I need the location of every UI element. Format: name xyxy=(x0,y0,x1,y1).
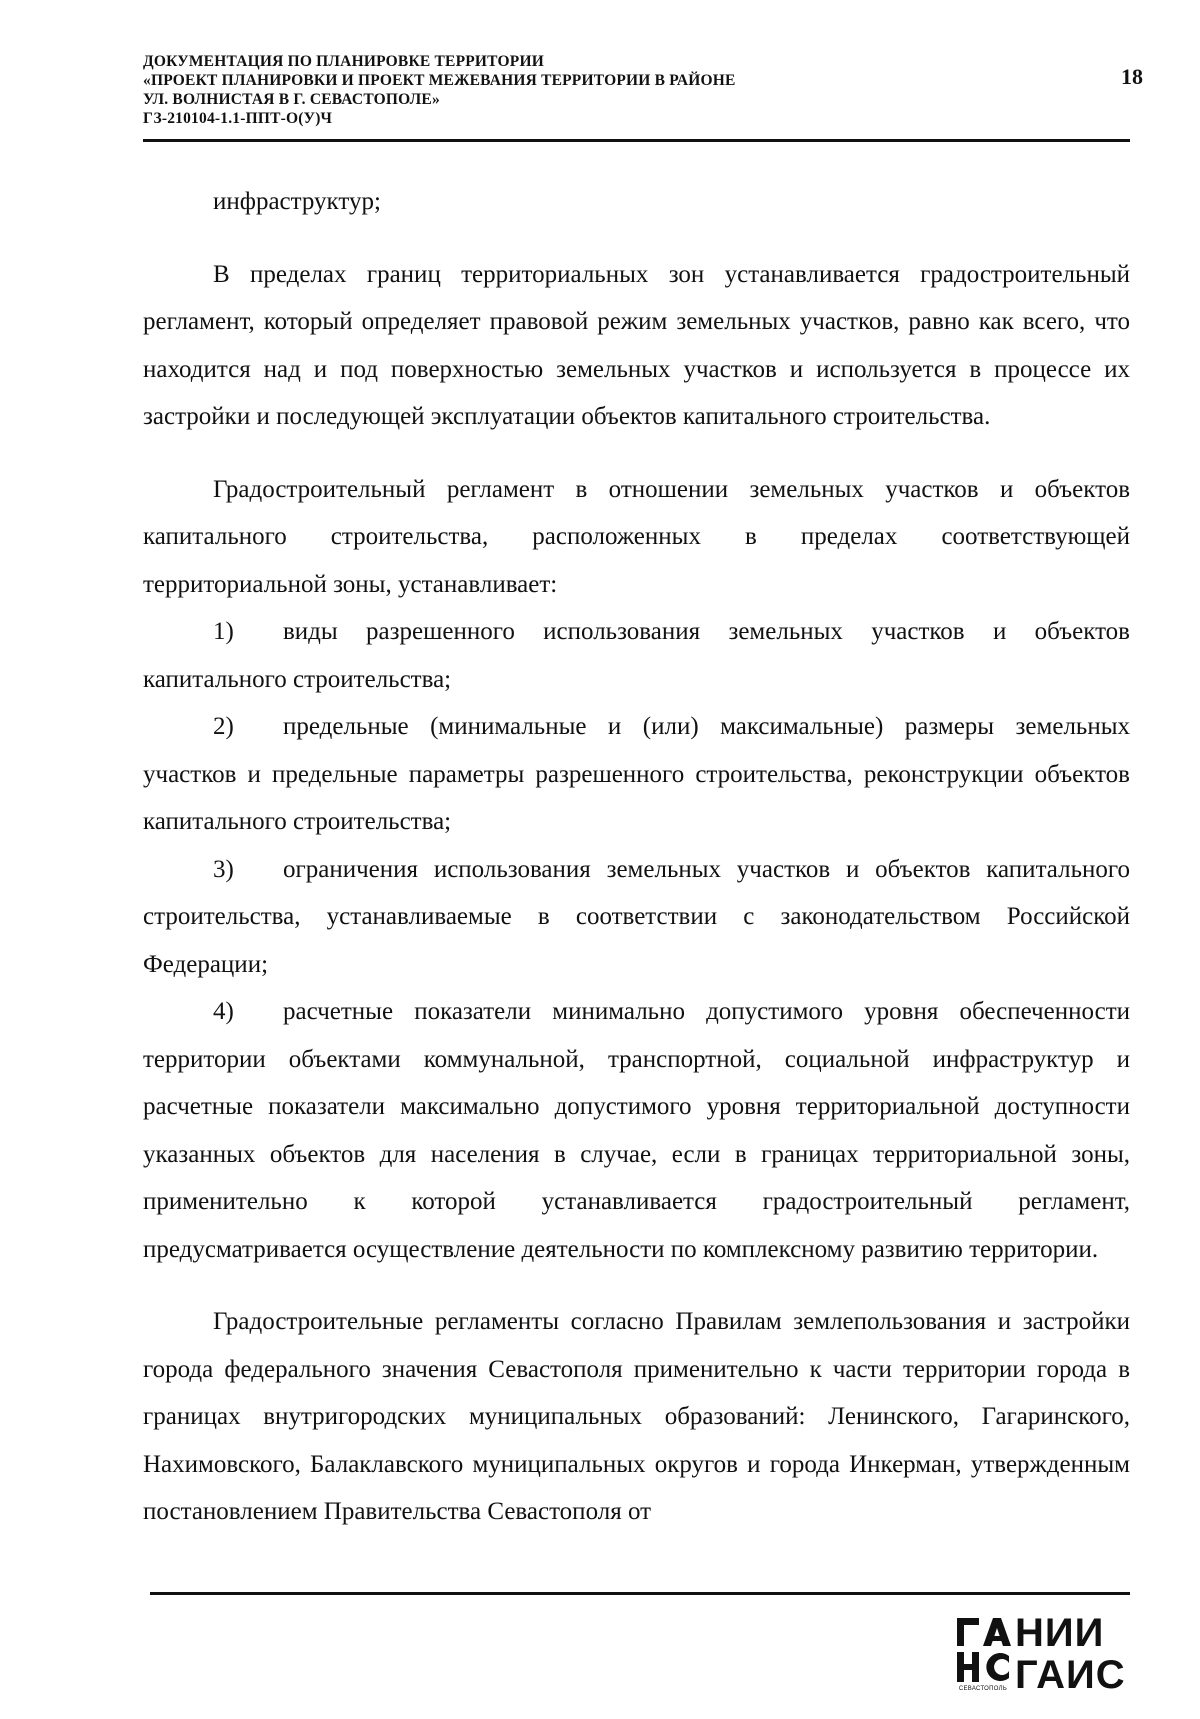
list-item-2 xyxy=(143,703,1130,846)
document-body xyxy=(143,178,1130,1536)
header-line-4: ГЗ-210104-1.1-ППТ-О(У)Ч xyxy=(143,110,333,127)
list-number: 4) xyxy=(213,998,234,1025)
list-item-1 xyxy=(143,608,1130,703)
list-text: предельные (минимальные и (или) максимальные) размеры земельных участков и предельные параметры разрешенного строительства, реконструкции объектов капитального строительства; xyxy=(143,713,1130,835)
page-number: 18 xyxy=(1121,64,1143,89)
list-item-4 xyxy=(143,988,1130,1273)
list-number: 2) xyxy=(213,713,234,740)
logo-wordmark xyxy=(1015,1612,1126,1696)
logo-line-2: ГАИС xyxy=(1015,1653,1126,1697)
paragraph-3: Градостроительные регламенты согласно Правилам землепользования и застройки города федерального значения Севастополя применительно к части территории города в границах внутригородских муниципальных образований: Ленинского, Гагаринского, Нахимовского, Балаклавского муниципальных округов и города Инкерман, утвержденным постановлением Правительства Севастополя от xyxy=(143,1308,1130,1525)
list-number: 3) xyxy=(213,855,234,883)
list-text: виды разрешенного использования земельных участков и объектов капитального строительства; xyxy=(143,618,1130,693)
list-number: 1) xyxy=(213,618,234,645)
nii-gais-logo xyxy=(955,1612,1135,1702)
footer-divider xyxy=(150,1592,1130,1595)
paragraph-2: Градостроительный регламент в отношении земельных участков и объектов капитального строительства, расположенных в пределах соответствующей территориальной зоны, устанавливает: xyxy=(143,475,1130,598)
header-divider xyxy=(143,139,1130,142)
header-line-3: УЛ. ВОЛНИСТАЯ В Г. СЕВАСТОПОЛЕ» xyxy=(143,91,440,108)
paragraph-1: В пределах границ территориальных зон устанавливается градостроительный регламент, который определяет правовой режим земельных участков, равно как всего, что находится над и под поверхностью земельных участков и используется в процессе их застройки и последующей эксплуатации объектов капитального строительства. xyxy=(143,260,1130,430)
list-text: ограничения использования земельных участков и объектов капитального строительства, устанавливаемые в соответствии с законодательством Российской Федерации; xyxy=(143,855,1130,978)
logo-line-1: НИИ xyxy=(1015,1611,1105,1655)
list-item-3 xyxy=(143,846,1130,989)
logo-mark-icon xyxy=(955,1614,1011,1684)
header-title-block xyxy=(143,52,1143,128)
header-line-1: ДОКУМЕНТАЦИЯ ПО ПЛАНИРОВКЕ ТЕРРИТОРИИ xyxy=(143,53,544,70)
logo-caption: СЕВАСТОПОЛЬ xyxy=(958,1686,1008,1692)
header-line-2: «ПРОЕКТ ПЛАНИРОВКИ И ПРОЕКТ МЕЖЕВАНИЯ ТЕРРИТОРИИ В РАЙОНЕ xyxy=(143,72,736,89)
paragraph-0: инфраструктур; xyxy=(213,188,381,215)
document-header xyxy=(143,52,1143,128)
list-text: расчетные показатели минимально допустимого уровня обеспеченности территории объектами коммунальной, транспортной, социальной инфраструктур и расчетные показатели максимально допустимого уровня территориальной доступности указанных объектов для населения в случае, если в границах территориальной зоны, применительно к которой устанавливается градостроительный регламент, предусматривается осуществление деятельности по комплексному развитию территории. xyxy=(143,998,1130,1263)
